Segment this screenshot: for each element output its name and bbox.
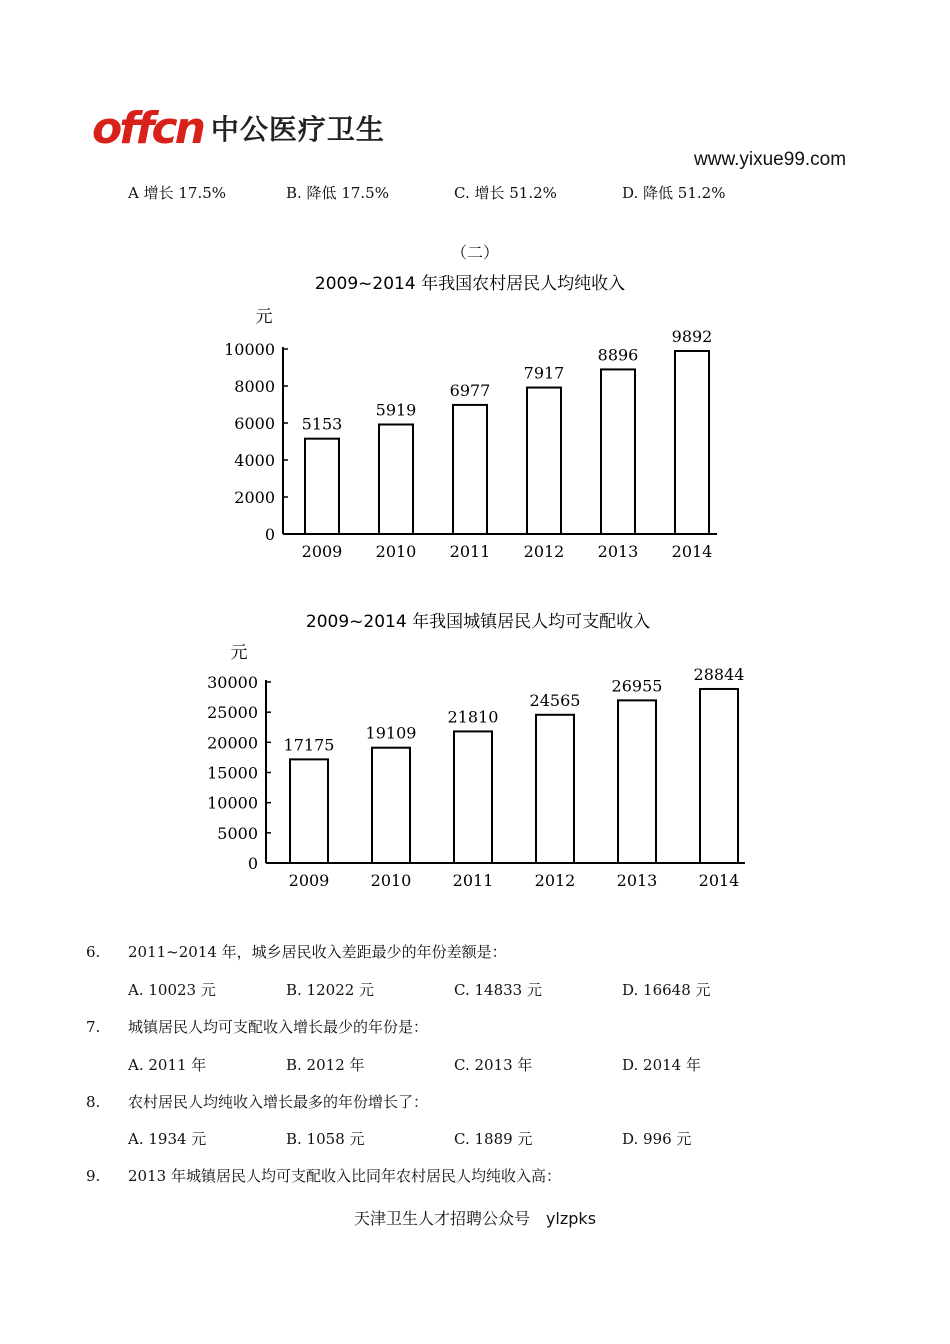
y-tick-label: 8000: [234, 377, 275, 396]
bar-2014: [675, 351, 709, 534]
bar-value-label: 21810: [447, 707, 499, 727]
bar-value-label: 17175: [283, 735, 335, 755]
question-9: [86, 1165, 561, 1186]
bar-2012: [536, 715, 574, 863]
chart-title: 2009~2014 年我国农村居民人均纯收入: [314, 274, 626, 294]
question-8: [86, 1091, 428, 1112]
option-c: C. 14833 元: [454, 981, 542, 999]
bar-value-label: 24565: [529, 690, 581, 710]
y-axis-unit: 元: [255, 307, 273, 327]
bar-value-label: 26955: [611, 676, 663, 696]
question-6: [86, 941, 507, 962]
option-a: A 增长 17.5%: [128, 184, 227, 202]
option-d: D. 996 元: [622, 1130, 692, 1148]
x-tick-label: 2013: [616, 871, 658, 890]
y-tick-label: 5000: [217, 823, 258, 843]
y-tick-label: 20000: [207, 733, 258, 753]
option-d: D. 16648 元: [622, 981, 711, 999]
bar-2011: [454, 731, 492, 863]
y-tick-label: 6000: [234, 414, 275, 433]
x-tick-label: 2011: [452, 871, 494, 890]
y-tick-label: 4000: [234, 451, 275, 470]
bar-value-label: 28844: [693, 664, 745, 684]
y-tick-label: 30000: [207, 673, 258, 692]
bar-value-label: 19109: [365, 723, 417, 743]
bar-2014: [700, 689, 738, 863]
y-tick-label: 10000: [224, 340, 275, 359]
urban-income-chart: [0, 600, 950, 900]
bar-value-label: 6977: [449, 380, 491, 400]
question-6-options: [128, 979, 828, 1001]
question-number: 8.: [86, 1093, 101, 1111]
y-tick-label: 10000: [207, 793, 258, 813]
footer-text: 天津卫生人才招聘公众号 ylzpks: [353, 1209, 597, 1228]
chart-title: 2009~2014 年我国城镇居民人均可支配收入: [305, 612, 651, 632]
offcn-logo: [92, 100, 385, 156]
option-b: B. 12022 元: [286, 981, 375, 999]
x-tick-label: 2010: [370, 871, 412, 890]
bar-value-label: 9892: [671, 326, 713, 346]
bar-value-label: 8896: [597, 345, 639, 365]
x-tick-label: 2014: [698, 871, 740, 890]
section-label: （二）: [450, 243, 499, 262]
bar-2011: [453, 405, 487, 534]
option-c: C. 增长 51.2%: [454, 184, 557, 202]
prev-question-options: [128, 182, 828, 204]
question-number: 7.: [86, 1018, 101, 1036]
y-tick-label: 2000: [234, 488, 275, 507]
y-tick-label: 25000: [207, 703, 258, 723]
question-text: 2011~2014 年，城乡居民收入差距最少的年份差额是：: [128, 943, 507, 961]
bar-2010: [379, 424, 413, 534]
question-text: 城镇居民人均可支配收入增长最少的年份是：: [128, 1018, 429, 1036]
option-b: B. 1058 元: [286, 1130, 365, 1148]
x-tick-label: 2013: [597, 542, 639, 561]
option-c: C. 2013 年: [454, 1056, 533, 1074]
x-tick-label: 2010: [375, 542, 417, 561]
website-url: www.yixue99.com: [694, 149, 847, 170]
y-tick-label: 0: [264, 525, 275, 544]
logo-brand-text: offcn: [92, 102, 203, 154]
bar-2010: [372, 748, 410, 863]
option-d: D. 2014 年: [622, 1056, 701, 1074]
x-tick-label: 2009: [301, 542, 343, 561]
rural-income-chart: [0, 262, 950, 572]
x-tick-label: 2011: [449, 542, 491, 561]
logo-chinese-text: 中公医疗卫生: [210, 113, 385, 146]
question-number: 9.: [86, 1167, 101, 1185]
x-tick-label: 2009: [288, 871, 330, 890]
bar-2013: [601, 369, 635, 534]
option-d: D. 降低 51.2%: [622, 184, 726, 202]
question-7-options: [128, 1054, 828, 1076]
x-tick-label: 2012: [523, 542, 565, 561]
option-b: B. 2012 年: [286, 1056, 365, 1074]
option-a: A. 2011 年: [128, 1056, 207, 1074]
option-c: C. 1889 元: [454, 1130, 533, 1148]
y-tick-label: 0: [247, 854, 258, 873]
bar-2013: [618, 700, 656, 863]
option-a: A. 1934 元: [128, 1130, 207, 1148]
question-8-options: [128, 1128, 828, 1150]
bar-2009: [290, 759, 328, 863]
option-a: A. 10023 元: [128, 981, 216, 999]
question-number: 6.: [86, 943, 101, 961]
y-tick-label: 15000: [207, 763, 258, 783]
question-text: 农村居民人均纯收入增长最多的年份增长了：: [128, 1093, 429, 1111]
bar-2012: [527, 388, 561, 534]
question-text: 2013 年城镇居民人均可支配收入比同年农村居民人均纯收入高：: [128, 1167, 561, 1185]
bar-value-label: 5153: [301, 414, 343, 434]
question-7: [86, 1016, 428, 1037]
option-b: B. 降低 17.5%: [286, 184, 389, 202]
bar-value-label: 7917: [523, 363, 565, 383]
bar-2009: [305, 439, 339, 534]
x-tick-label: 2014: [671, 542, 713, 561]
bar-value-label: 5919: [375, 400, 417, 420]
x-tick-label: 2012: [534, 871, 576, 890]
y-axis-unit: 元: [230, 643, 248, 663]
